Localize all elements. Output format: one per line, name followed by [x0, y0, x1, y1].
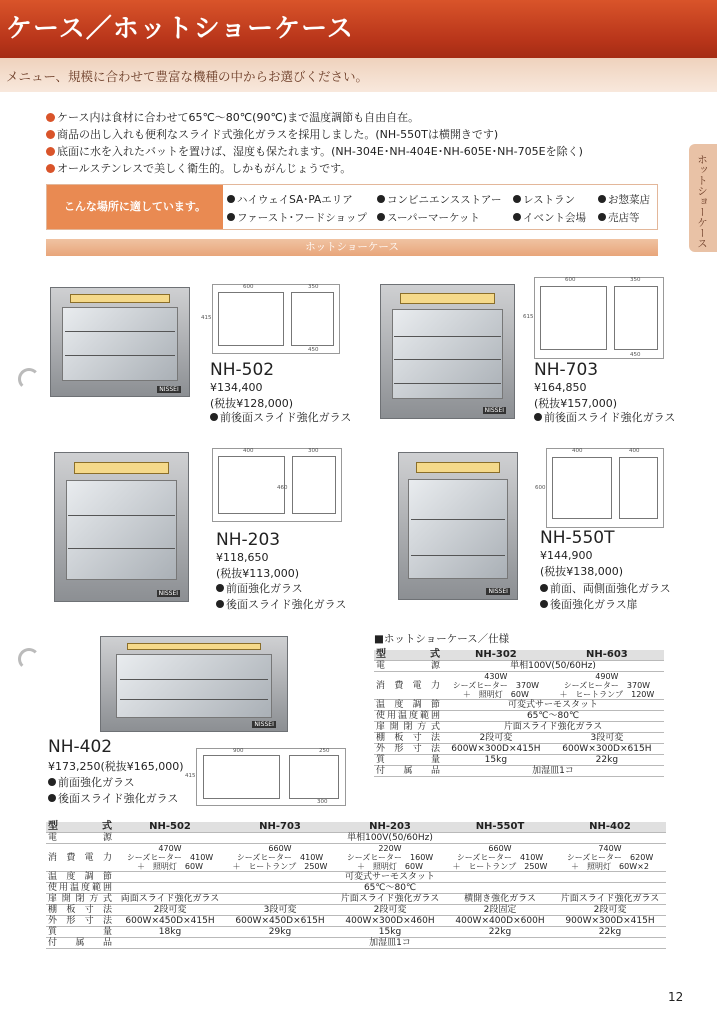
spec-key: 扉開閉方式	[376, 722, 440, 732]
spec-value: 22kg	[446, 927, 554, 938]
spec-key: 質 量	[376, 755, 440, 765]
suitable-places-label: こんな場所に適しています。	[47, 185, 223, 229]
spec-value: 400W×300D×460H	[334, 916, 446, 927]
spec-value: 65℃〜80℃	[114, 883, 666, 894]
feature-item: 後面強化ガラス扉	[540, 596, 638, 612]
spec-value: 600W×300D×415H	[442, 744, 550, 755]
feature-item: 前面、両側面強化ガラス	[540, 580, 671, 596]
model-name: NH-550T	[540, 528, 615, 548]
spec-value: 2段可変	[114, 905, 226, 916]
price-tax: (税抜¥113,000)	[216, 567, 300, 580]
bullet-text: ケース内は食材に合わせて65℃〜80℃(90℃)まで温度調節も自由自在。	[57, 111, 420, 124]
spec-row	[46, 938, 666, 949]
spec-value: 可変式サーモスタット	[114, 872, 666, 883]
price: ¥164,850	[534, 381, 587, 394]
product-photo-nh502: NISSEI	[50, 287, 190, 397]
spec-row	[374, 661, 664, 672]
spec-row	[46, 872, 666, 883]
price-tax: (税抜¥128,000)	[210, 397, 294, 410]
spec-value: 220W シーズヒーター 160W ＋ 照明灯 60W	[334, 844, 446, 872]
product-photo-nh703: NISSEI	[380, 284, 515, 419]
spec-value: 22kg	[554, 927, 666, 938]
feature-item: 前面強化ガラス	[48, 774, 135, 790]
dimension-drawing-nh703: 600 350 615 450	[534, 277, 664, 359]
spec-key: 温度調節	[376, 700, 440, 710]
spec-value: 片面スライド強化ガラス	[442, 722, 664, 733]
spec-key: 型 式	[376, 649, 440, 660]
spec-value: 単相100V(50/60Hz)	[442, 661, 664, 672]
bullet-item	[46, 143, 583, 159]
spec-value	[226, 894, 334, 905]
spec-row	[374, 733, 664, 744]
spec-value: 加湿皿1コ	[442, 766, 664, 777]
place-item: イベント会場	[513, 210, 586, 225]
bullet-text: 底面に水を入れたバットを置けば、湿度も保たれます。(NH-304E･NH-404E･NH-605E･NH-705Eを除く)	[57, 145, 583, 158]
feature-item: 前後面スライド強化ガラス	[534, 409, 675, 425]
spec-row	[374, 766, 664, 777]
spec-value: 2段可変	[554, 905, 666, 916]
spec-row	[46, 883, 666, 894]
place-item: お惣菜店	[598, 192, 650, 207]
spec-value: 600W×450D×615H	[226, 916, 334, 927]
place-item: 売店等	[598, 210, 640, 225]
spec-value: 400W×400D×600H	[446, 916, 554, 927]
bullet-text: オールステンレスで美しく衛生的。しかもがんじょうです。	[57, 162, 352, 175]
place-item: コンビニエンスストアー	[377, 192, 502, 207]
spec-value: 600W×450D×415H	[114, 916, 226, 927]
bullet-item	[46, 126, 498, 142]
suitable-places-box	[46, 184, 658, 230]
place-item: ファースト･フードショップ	[227, 210, 367, 225]
spec-value: 片面スライド強化ガラス	[554, 894, 666, 905]
spec-value: 3段可変	[550, 733, 664, 744]
spec-value: NH-203	[334, 822, 446, 833]
price: ¥134,400	[210, 381, 263, 394]
dimension-drawing-nh203: 400 300 460	[212, 448, 342, 522]
spec-key: 棚板寸法	[376, 733, 440, 743]
spec-key: 扉開閉方式	[48, 894, 112, 904]
spec-value: 18kg	[114, 927, 226, 938]
spec-row	[46, 894, 666, 905]
spec-value: NH-502	[114, 822, 226, 833]
spec-key: 質 量	[48, 927, 112, 937]
price-tax: (税抜¥138,000)	[540, 565, 624, 578]
spec-value: NH-603	[550, 650, 664, 661]
price: ¥144,900	[540, 549, 593, 562]
spec-key: 電 源	[48, 833, 112, 843]
spec-row	[374, 711, 664, 722]
spec-key: 使用温度範囲	[376, 711, 440, 721]
page-number: 12	[668, 990, 684, 1004]
spec-key: 消費電力	[46, 844, 114, 872]
place-item: スーパーマーケット	[377, 210, 480, 225]
dimension-drawing-nh402: 900 250 415 300	[196, 748, 346, 806]
spec-value: 可変式サーモスタット	[442, 700, 664, 711]
side-index-tab[interactable]: ホットショーケース	[689, 144, 717, 252]
bullet-dot	[46, 164, 55, 173]
spec-key: 棚板寸法	[48, 905, 112, 915]
spec-value: 片面スライド強化ガラス	[334, 894, 446, 905]
spec-value: 両面スライド強化ガラス	[114, 894, 226, 905]
spec-key: 温度調節	[48, 872, 112, 882]
feature-item: 前後面スライド強化ガラス	[210, 409, 351, 425]
corner-mark-icon	[18, 368, 40, 390]
feature-item: 後面スライド強化ガラス	[48, 790, 178, 806]
spec-value: 29kg	[226, 927, 334, 938]
spec-value: 900W×300D×415H	[554, 916, 666, 927]
spec-row	[374, 650, 664, 661]
spec-row	[46, 927, 666, 938]
spec-value: NH-302	[442, 650, 550, 661]
product-photo-nh550t: NISSEI	[398, 452, 518, 600]
spec-value: 660W シーズヒーター 410W ＋ ヒートランプ 250W	[226, 844, 334, 872]
place-item: レストラン	[513, 192, 575, 207]
spec-value: NH-550T	[446, 822, 554, 833]
spec-key: 消費電力	[374, 672, 442, 700]
spec-table-large	[46, 822, 666, 949]
spec-key: 電 源	[376, 661, 440, 671]
product-photo-nh203: NISSEI	[54, 452, 189, 602]
subtitle-bar	[0, 58, 717, 92]
feature-item: 前面強化ガラス	[216, 580, 303, 596]
section-bar: ホットショーケース	[46, 239, 658, 256]
spec-value: 490W シーズヒーター 370W ＋ ヒートランプ 120W	[550, 672, 664, 700]
spec-row	[46, 844, 666, 872]
bullet-item	[46, 109, 419, 125]
spec-row	[46, 822, 666, 833]
spec-value: 660W シーズヒーター 410W ＋ ヒートランプ 250W	[446, 844, 554, 872]
spec-row	[374, 700, 664, 711]
spec-value: 65℃〜80℃	[442, 711, 664, 722]
spec-row	[374, 722, 664, 733]
spec-value: 単相100V(50/60Hz)	[114, 833, 666, 844]
spec-key: 型 式	[48, 821, 112, 832]
spec-key: 外形寸法	[376, 744, 440, 754]
spec-value: 470W シーズヒーター 410W ＋ 照明灯 60W	[114, 844, 226, 872]
spec-row	[46, 833, 666, 844]
spec-value: 横開き強化ガラス	[446, 894, 554, 905]
spec-value: 600W×300D×615H	[550, 744, 664, 755]
spec-row	[46, 916, 666, 927]
price-tax: (税抜¥157,000)	[534, 397, 618, 410]
spec-value: 15kg	[334, 927, 446, 938]
corner-mark-icon	[18, 648, 40, 670]
bullet-item	[46, 160, 351, 176]
page-title: ケース／ホットショーケース	[6, 14, 354, 44]
subtitle: メニュー、規模に合わせて豊富な機種の中からお選びください。	[6, 69, 369, 84]
model-name: NH-402	[48, 737, 113, 757]
spec-table-title: ■ホットショーケース／仕様	[374, 633, 510, 645]
spec-key: 使用温度範囲	[48, 883, 112, 893]
spec-value: 2段可変	[334, 905, 446, 916]
price: ¥118,650	[216, 551, 269, 564]
spec-value: 740W シーズヒーター 620W ＋ 照明灯 60W×2	[554, 844, 666, 872]
dimension-drawing-nh502: 600 350 415 450	[212, 284, 340, 354]
spec-value: 2段固定	[446, 905, 554, 916]
spec-key: 付属品	[48, 938, 112, 948]
spec-row	[374, 744, 664, 755]
spec-value: 加湿皿1コ	[114, 938, 666, 949]
spec-value: 3段可変	[226, 905, 334, 916]
spec-key: 付属品	[376, 766, 440, 776]
spec-value: NH-703	[226, 822, 334, 833]
spec-row	[374, 672, 664, 700]
spec-value: 15kg	[442, 755, 550, 766]
model-name: NH-703	[534, 360, 599, 380]
spec-value: NH-402	[554, 822, 666, 833]
spec-row	[46, 905, 666, 916]
product-photo-nh402: NISSEI	[100, 636, 288, 732]
bullet-dot	[46, 113, 55, 122]
price: ¥173,250(税抜¥165,000)	[48, 760, 184, 773]
place-item: ハイウェイSA･PAエリア	[227, 192, 353, 207]
bullet-dot	[46, 147, 55, 156]
spec-table-small	[374, 650, 664, 777]
spec-value: 430W シーズヒーター 370W ＋ 照明灯 60W	[442, 672, 550, 700]
bullet-text: 商品の出し入れも便利なスライド式強化ガラスを採用しました。(NH-550Tは横開きです)	[57, 128, 499, 141]
bullet-dot	[46, 130, 55, 139]
spec-value: 2段可変	[442, 733, 550, 744]
spec-value: 22kg	[550, 755, 664, 766]
feature-item: 後面スライド強化ガラス	[216, 596, 346, 612]
model-name: NH-203	[216, 530, 281, 550]
spec-row	[374, 755, 664, 766]
dimension-drawing-nh550t: 400 400 600	[546, 448, 664, 528]
model-name: NH-502	[210, 360, 275, 380]
header-bar	[0, 0, 717, 58]
spec-key: 外形寸法	[48, 916, 112, 926]
